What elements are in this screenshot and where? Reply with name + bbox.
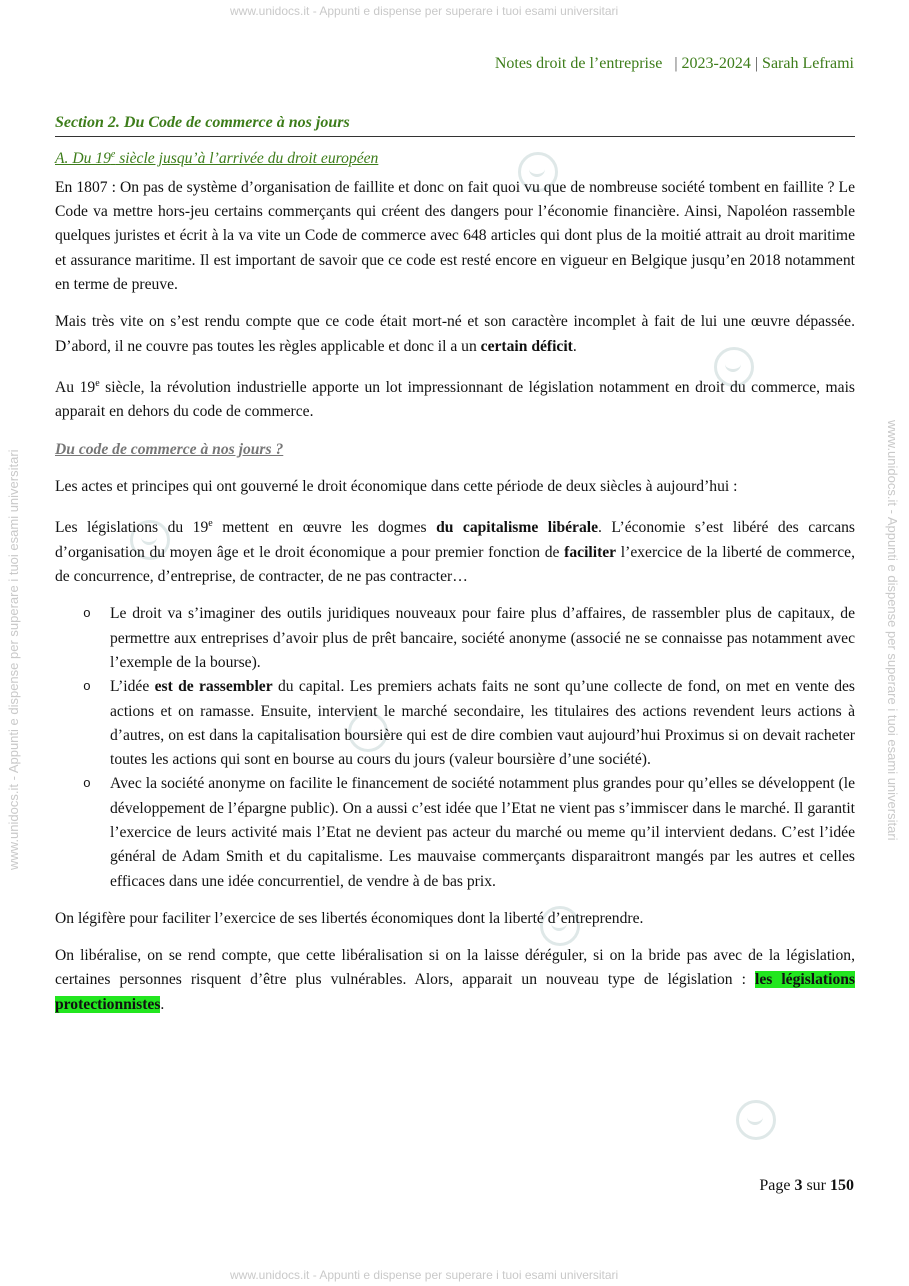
watermark-left: www.unidocs.it - Appunti e dispense per superare i tuoi esami universitari	[6, 449, 21, 870]
watermark-right: www.unidocs.it - Appunti e dispense per superare i tuoi esami universitari	[885, 420, 900, 841]
paragraph-protectionism: On libéralise, on se rend compte, que cette libéralisation si on la laisse déréguler, si on la bride pas avec de la législation, certaines personnes risquent d’être plus vulnérables. Alors, apparait un nouveau type de législation : les législations protectionnistes.	[55, 947, 855, 1013]
bullet-list	[55, 602, 855, 894]
header-separator: |	[674, 55, 678, 72]
paragraph-1807: En 1807 : On pas de système d’organisation de faillite et donc on fait quoi vu que de nombreuse société tombent en faillite ? Le Code va mettre hors-jeu certains commerçants qui créent des dangers pour l’économie financière. Ainsi, Napoléon rassemble quelques juristes et écrit à la va vite un Code de commerce avec 648 articles qui dont plus de la moitié attrait au droit maritime et assurance maritime. Il est important de savoir que ce code est resté encore en vigueur en Belgique jusqu’en 2018 notamment en terme de preuve.	[55, 178, 855, 293]
document-year: 2023-2024	[681, 55, 751, 72]
paragraph-capitalism: Les législations du 19e mettent en œuvre les dogmes du capitalisme libérale. L’économie s’est libéré des carcans d’organisation du moyen âge et le droit économique a pour premier fonction de faciliter l’exercice de la liberté de commerce, de concurrence, d’entreprise, de contracter, de ne pas contracter…	[55, 518, 855, 586]
page-number: Page 3 sur 150	[759, 1177, 854, 1194]
header-separator: |	[754, 55, 759, 72]
section-title: Section 2. Du Code de commerce à nos jours	[55, 111, 855, 137]
watermark-top: www.unidocs.it - Appunti e dispense per superare i tuoi esami universitari	[230, 4, 619, 18]
unidocs-smile-icon	[736, 1100, 776, 1140]
watermark-bottom: www.unidocs.it - Appunti e dispense per superare i tuoi esami universitari	[230, 1268, 619, 1282]
document-author: Sarah Leframi	[762, 55, 854, 72]
subsection-b-title: Du code de commerce à nos jours ?	[55, 440, 284, 458]
page-content	[55, 111, 855, 1030]
paragraph-deficit: Mais très vite on s’est rendu compte que ce code était mort-né et son caractère incomplet à fait de lui une œuvre dépassée. D’abord, il ne couvre pas toutes les règles applicable et donc il a un certain déficit.	[55, 313, 855, 355]
subsection-a-title: A. Du 19e siècle jusqu’à l’arrivée du droit européen	[55, 149, 379, 168]
list-item: o L’idée est de rassembler du capital. Les premiers achats faits ne sont qu’une collecte de fond, on met en vente des actions et on ramasse. Ensuite, intervient le marché secondaire, les titulaires des actions revendent leurs actions à d’autres, on est dans la capitalisation boursière qui est de dire combien vaut aujourd’hui Proximus si on devait racheter toutes les actions qui sont en bourse au cours du jours (valeur boursière d’une société).	[110, 675, 855, 772]
highlighted-text: les législations protectionnistes	[55, 971, 855, 1013]
paragraph-19th-century: Au 19e siècle, la révolution industrielle apporte un lot impressionnant de législation notamment en droit du commerce, mais apparait en dehors du code de commerce.	[55, 377, 855, 421]
list-item: o Avec la société anonyme on facilite le financement de société notamment plus grandes pour qu’elles se développent (le développement de l’épargne public). On a aussi c’est idée que l’Etat ne vient pas s’immiscer dans le marché. Il garantit l’exercice de leurs activité mais l’Etat ne devient pas acteur du marché ou meme qu’il intervient dedans. C’est l’idée général de Adam Smith et du capitalisme. Les mauvaise commerçants disparaitront mangés par les autres et celles efficaces dans une idée concurrentiel, de vendre à de bas prix.	[110, 772, 855, 893]
paragraph-principles: Les actes et principes qui ont gouverné le droit économique dans cette période de deux siècles à aujourd’hui :	[55, 477, 738, 495]
page-header	[495, 55, 854, 73]
paragraph-legislation: On légifère pour faciliter l’exercice de ses libertés économiques dont la liberté d’entreprendre.	[55, 909, 644, 927]
document-title: Notes droit de l’entreprise	[494, 55, 663, 72]
list-item: o Le droit va s’imaginer des outils juridiques nouveaux pour faire plus d’affaires, de rassembler plus de capitaux, de permettre aux entreprises d’avoir plus de prêt bancaire, société anonyme (associé ne se connaisse pas notamment avec l’exemple de la bourse).	[110, 602, 855, 675]
